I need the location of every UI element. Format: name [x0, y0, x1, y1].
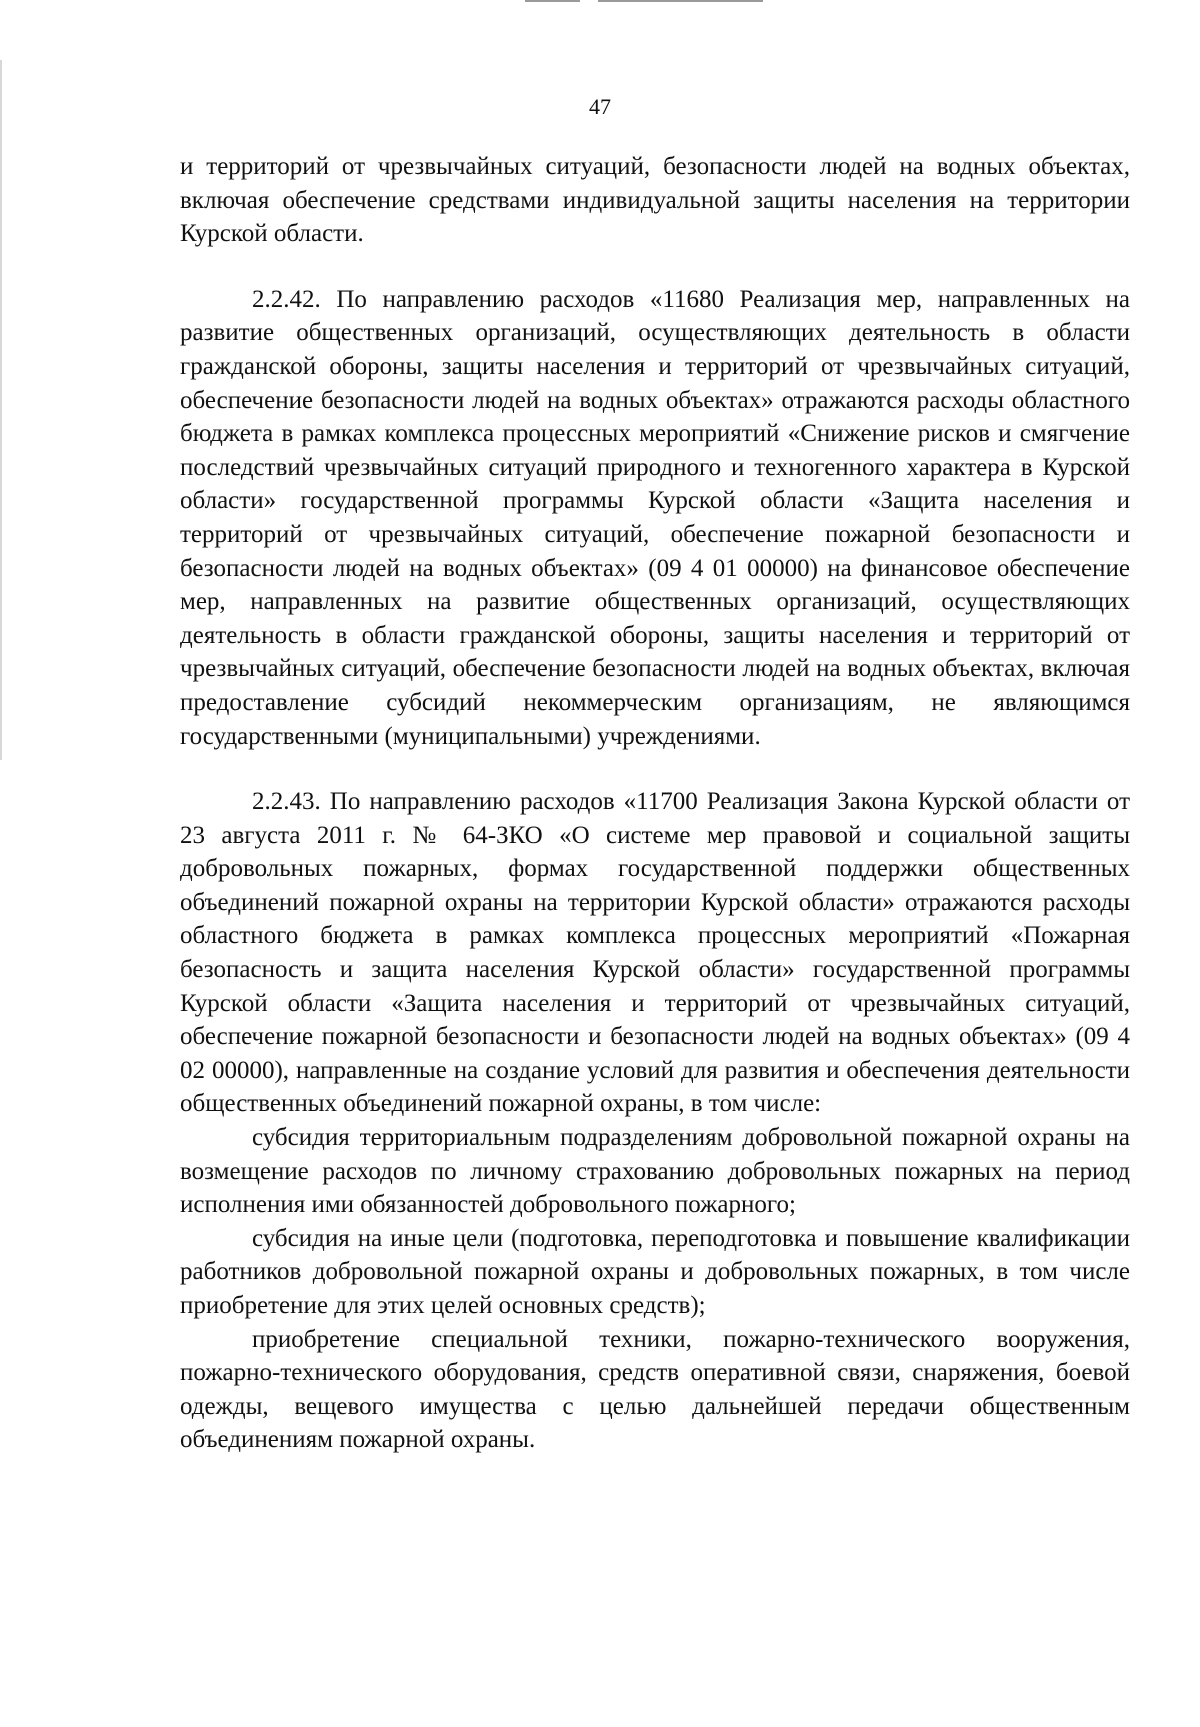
paragraph-2-2-43: 2.2.43. По направлению расходов «11700 Реализация Закона Курской области от 23 августа 2011 г. № 64-ЗКО «О системе мер правовой и социальной защиты добровольных пожарных, формах государственной поддержки общественных объединений пожарной охраны на территории Курской области» отражаются расходы областного бюджета в рамках комплекса процессных мероприятий «Пожарная безопасность и защита населения Курской области» государственной программы Курской области «Защита населения и территорий от чрезвычайных ситуаций, обеспечение пожарной безопасности и безопасности людей на водных объектах» (09 4 02 00000), направленные на создание условий для развития и обеспечения деятельности общественных объединений пожарной охраны, в том числе:: [180, 788, 1130, 1118]
list-item-subsidy-training: субсидия на иные цели (подготовка, переподготовка и повышение квалификации работников добровольной пожарной охраны и добровольных пожарных, в том числе приобретение для этих целей основных средств);: [180, 1224, 1130, 1319]
list-item-equipment-purchase: приобретение специальной техники, пожарно-технического вооружения, пожарно-технического оборудования, средств оперативной связи, снаряжения, боевой одежды, вещевого имущества с целью дальнейшей передачи общественным объединениям пожарной охраны.: [180, 1325, 1130, 1454]
list-item-subsidy-insurance: субсидия территориальным подразделениям добровольной пожарной охраны на возмещение расходов по личному страхованию добровольных пожарных на период исполнения ими обязанностей добровольного пожарного;: [180, 1124, 1130, 1219]
paragraph-continuation: и территорий от чрезвычайных ситуаций, безопасности людей на водных объектах, включая обеспечение средствами индивидуальной защиты населения на территории Курской области.: [180, 153, 1130, 248]
scan-artifact-line: [598, 0, 763, 2]
page-number: 47: [589, 94, 611, 119]
document-body: [180, 150, 1130, 1457]
scan-edge-shadow: [0, 60, 2, 760]
scan-artifact-line: [525, 0, 580, 2]
paragraph-2-2-42: 2.2.42. По направлению расходов «11680 Реализация мер, направленных на развитие общественных организаций, осуществляющих деятельность в области гражданской обороны, защиты населения и территорий от чрезвычайных ситуаций, обеспечение безопасности людей на водных объектах» отражаются расходы областного бюджета в рамках комплекса процессных мероприятий «Снижение рисков и смягчение последствий чрезвычайных ситуаций природного и техногенного характера в Курской области» государственной программы Курской области «Защита населения и территорий от чрезвычайных ситуаций, обеспечение пожарной безопасности и безопасности людей на водных объектах» (09 4 01 00000) на финансовое обеспечение мер, направленных на развитие общественных организаций, осуществляющих деятельность в области гражданской обороны, защиты населения и территорий от чрезвычайных ситуаций, обеспечение безопасности людей на водных объектах, включая предоставление субсидий некоммерческим организациям, не являющимся государственными (муниципальными) учреждениями.: [180, 285, 1130, 750]
